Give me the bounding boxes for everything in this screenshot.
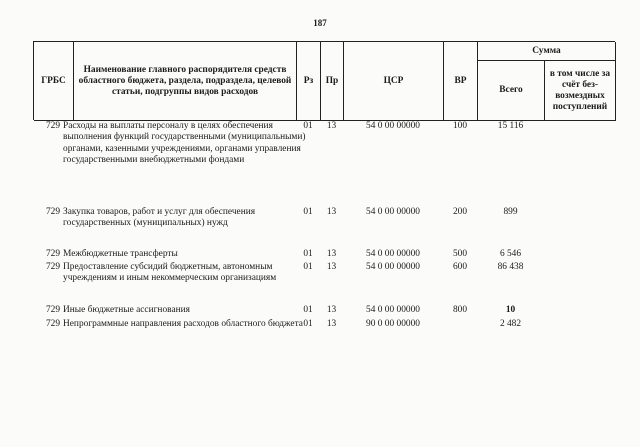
cell-name: Расходы на выплаты персоналу в целях обеспечения выполнения функций государственными (муниципальными) органами, казенными учреждениями, органами управления государственными внебюджетными фондами: [63, 121, 306, 166]
cell-total: 10: [505, 305, 516, 315]
cell-rz: 01: [303, 319, 313, 329]
cell-rz: 01: [303, 121, 313, 131]
table-header: [33, 41, 615, 120]
cell-pr: 13: [326, 207, 337, 217]
cell-pr: 13: [326, 249, 337, 259]
cell-grbs: 729: [45, 249, 61, 259]
header-name: Наименование главного распорядителя средств областного бюджета, раздела, подраздела, целевой статьи, подгруппы видов расходов: [74, 42, 297, 121]
header-grants: в том числе за счёт без-возмездных поступлений: [545, 61, 616, 121]
page-number: 187: [313, 18, 327, 28]
cell-total: 899: [503, 207, 518, 217]
cell-csr: 54 0 00 00000: [366, 262, 420, 272]
cell-grbs: 729: [45, 207, 61, 217]
header-grbs: ГРБС: [34, 42, 74, 121]
cell-pr: 13: [326, 305, 337, 315]
cell-total: 6 546: [499, 249, 522, 259]
cell-rz: 01: [303, 305, 313, 315]
cell-name: Непрограммные направления расходов областного бюджета: [63, 319, 303, 329]
cell-vr: 500: [452, 249, 468, 259]
cell-total: 86 438: [497, 262, 524, 272]
cell-csr: 54 0 00 00000: [366, 249, 420, 259]
cell-rz: 01: [303, 262, 313, 272]
cell-name: Предоставление субсидий бюджетным, автономным учреждениям и иным некоммерческим организациям: [63, 262, 277, 284]
cell-csr: 54 0 00 00000: [366, 305, 420, 315]
cell-vr: 100: [452, 121, 468, 131]
header-total: Всего: [478, 61, 545, 121]
cell-vr: 600: [452, 262, 468, 272]
header-sum: Сумма: [478, 42, 616, 61]
cell-total: 2 482: [499, 319, 522, 329]
cell-rz: 01: [303, 207, 313, 217]
cell-name: Иные бюджетные ассигнования: [63, 305, 190, 315]
cell-pr: 13: [326, 319, 337, 329]
cell-name: Закупка товаров, работ и услуг для обеспечения государственных (муниципальных) нужд: [63, 207, 256, 229]
cell-csr: 54 0 00 00000: [366, 207, 420, 217]
cell-pr: 13: [326, 262, 337, 272]
cell-rz: 01: [303, 249, 313, 259]
header-rz: Рз: [297, 42, 321, 121]
cell-total: 15 116: [497, 121, 524, 131]
cell-vr: 800: [452, 305, 468, 315]
cell-csr: 54 0 00 00000: [366, 121, 420, 131]
cell-grbs: 729: [45, 319, 61, 329]
cell-vr: 200: [452, 207, 468, 217]
cell-grbs: 729: [45, 121, 61, 131]
cell-csr: 90 0 00 00000: [366, 319, 420, 329]
header-pr: Пр: [321, 42, 344, 121]
cell-grbs: 729: [45, 262, 61, 272]
cell-pr: 13: [326, 121, 337, 131]
cell-grbs: 729: [45, 305, 61, 315]
header-vr: ВР: [444, 42, 478, 121]
cell-name: Межбюджетные трансферты: [63, 249, 178, 259]
header-csr: ЦСР: [344, 42, 444, 121]
